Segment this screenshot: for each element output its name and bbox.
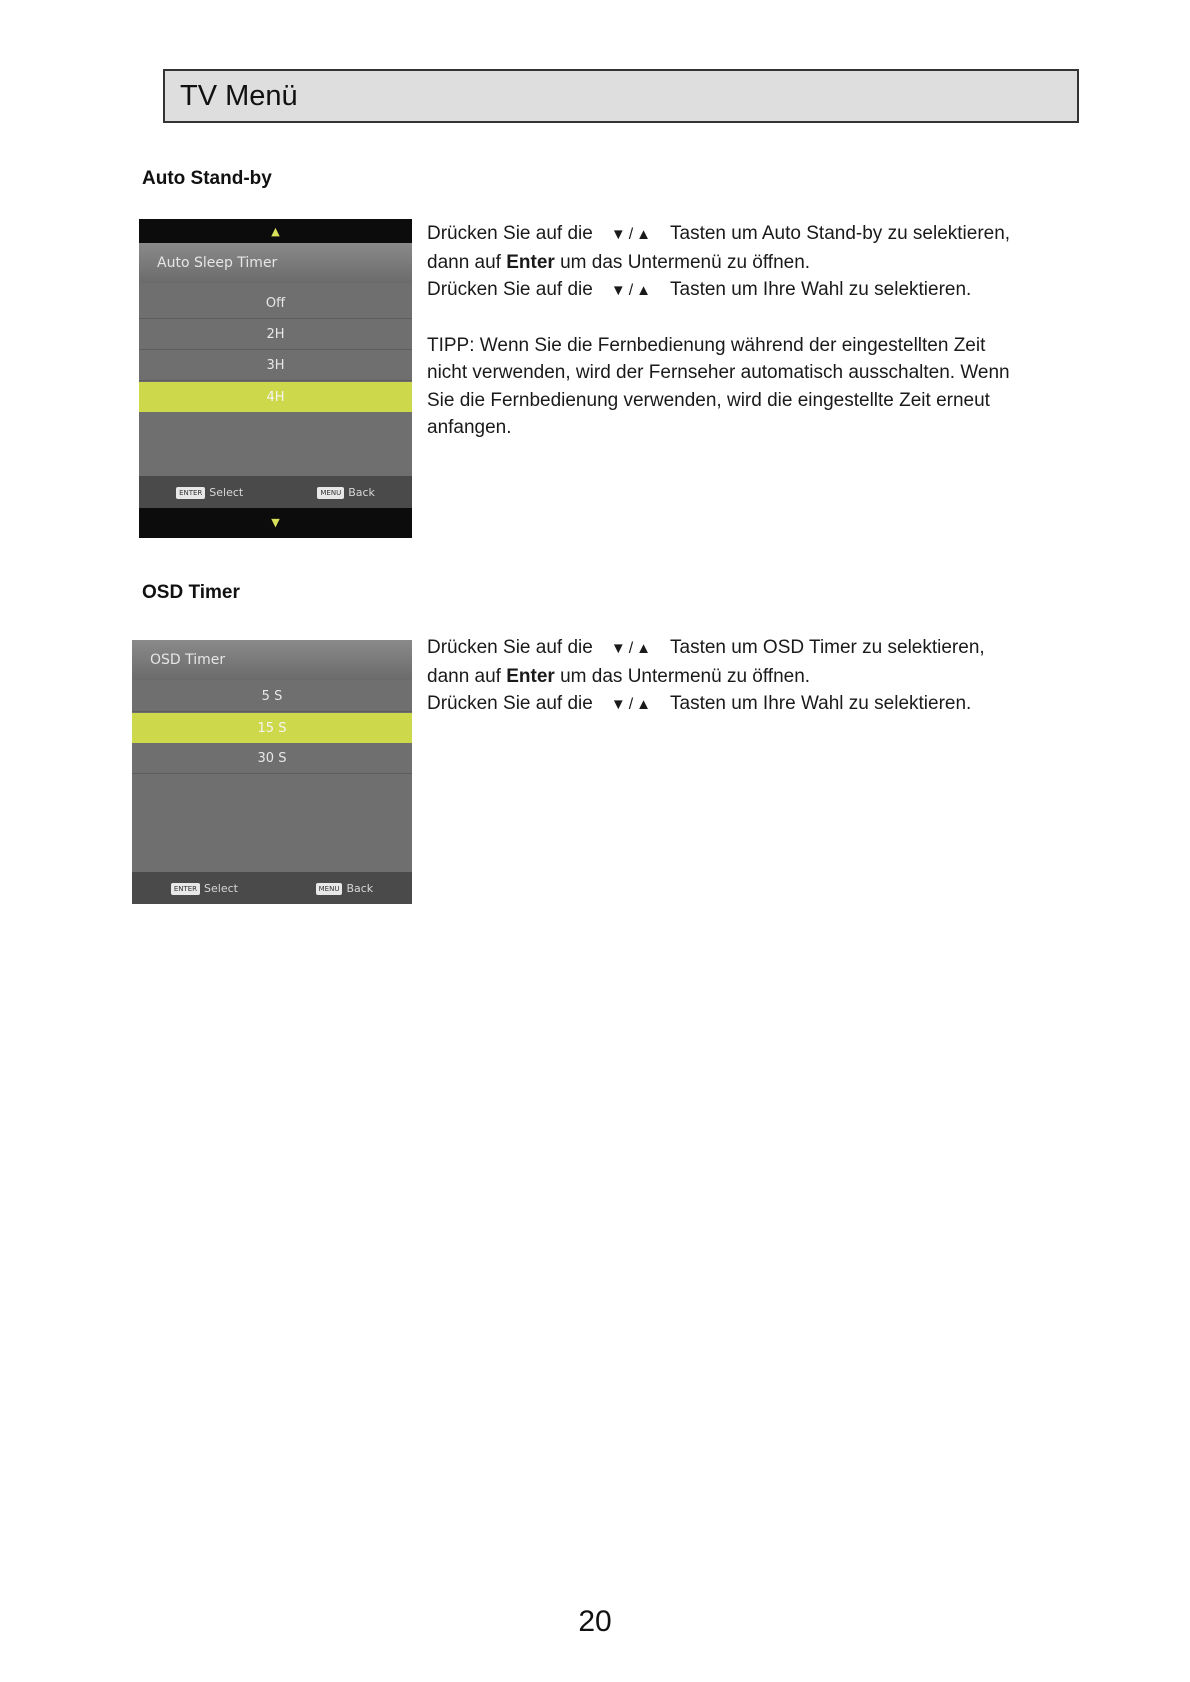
menu-option-30s[interactable]: 30 S	[132, 744, 412, 774]
menu-option-off[interactable]: Off	[139, 289, 412, 319]
osd-timer-menu	[132, 640, 412, 904]
down-up-arrows-icon: ▼ / ▲	[610, 696, 652, 713]
select-hint	[171, 882, 238, 895]
back-label: Back	[348, 485, 375, 499]
enter-key-icon: ENTER	[176, 487, 205, 499]
menu-option-4h[interactable]: 4H	[139, 382, 412, 412]
down-up-arrows-icon: ▼ / ▲	[610, 640, 652, 657]
instruction-line: Drücken Sie auf die ▼ / ▲ Tasten um Auto Stand-by zu selektieren,	[427, 220, 1067, 249]
page-number: 20	[578, 1605, 612, 1638]
menu-option-15s[interactable]: 15 S	[132, 713, 412, 743]
tip-line: nicht verwenden, wird der Fernseher automatisch ausschalten. Wenn	[427, 362, 1010, 383]
menu-option-2h[interactable]: 2H	[139, 320, 412, 350]
tip-line: TIPP: Wenn Sie die Fernbedienung während der eingestellten Zeit	[427, 334, 986, 356]
menu-option-3h[interactable]: 3H	[139, 351, 412, 381]
section-title-auto-standby: Auto Stand-by	[142, 168, 272, 189]
auto-sleep-timer-menu	[139, 219, 412, 538]
select-label: Select	[204, 881, 238, 895]
menu-key-icon: MENU	[316, 883, 343, 895]
menu-footer	[132, 872, 412, 904]
up-arrow-icon: ▲	[271, 225, 280, 238]
back-label: Back	[346, 881, 374, 895]
section-title-osd-timer: OSD Timer	[142, 582, 240, 603]
down-up-arrows-icon: ▼ / ▲	[610, 226, 652, 243]
header-title: TV Menü	[180, 79, 298, 112]
tip-line: anfangen.	[427, 417, 512, 438]
instruction-line: dann auf Enter um das Untermenü zu öffnen.	[427, 251, 811, 273]
menu-title: Auto Sleep Timer	[139, 243, 412, 283]
enter-key-icon: ENTER	[171, 883, 200, 895]
instruction-line: Drücken Sie auf die ▼ / ▲ Tasten um Ihre Wahl zu selektieren.	[427, 276, 1067, 305]
down-arrow-icon: ▼	[271, 516, 280, 529]
select-label: Select	[209, 485, 244, 499]
menu-key-icon: MENU	[317, 487, 344, 499]
page-header	[163, 69, 1079, 123]
auto-standby-instructions	[427, 220, 1067, 442]
back-hint	[316, 882, 374, 895]
instruction-line: dann auf Enter um das Untermenü zu öffnen.	[427, 665, 811, 687]
instruction-line: Drücken Sie auf die ▼ / ▲ Tasten um Ihre Wahl zu selektieren.	[427, 690, 1067, 719]
back-hint	[317, 486, 375, 499]
select-hint	[176, 486, 243, 499]
tip-line: Sie die Fernbedienung verwenden, wird die eingestellte Zeit erneut	[427, 389, 990, 411]
down-up-arrows-icon: ▼ / ▲	[610, 282, 652, 299]
menu-option-5s[interactable]: 5 S	[132, 682, 412, 712]
osd-timer-instructions	[427, 634, 1067, 719]
instruction-line: Drücken Sie auf die ▼ / ▲ Tasten um OSD Timer zu selektieren,	[427, 634, 1067, 663]
menu-title: OSD Timer	[132, 640, 412, 680]
menu-footer	[139, 476, 412, 508]
